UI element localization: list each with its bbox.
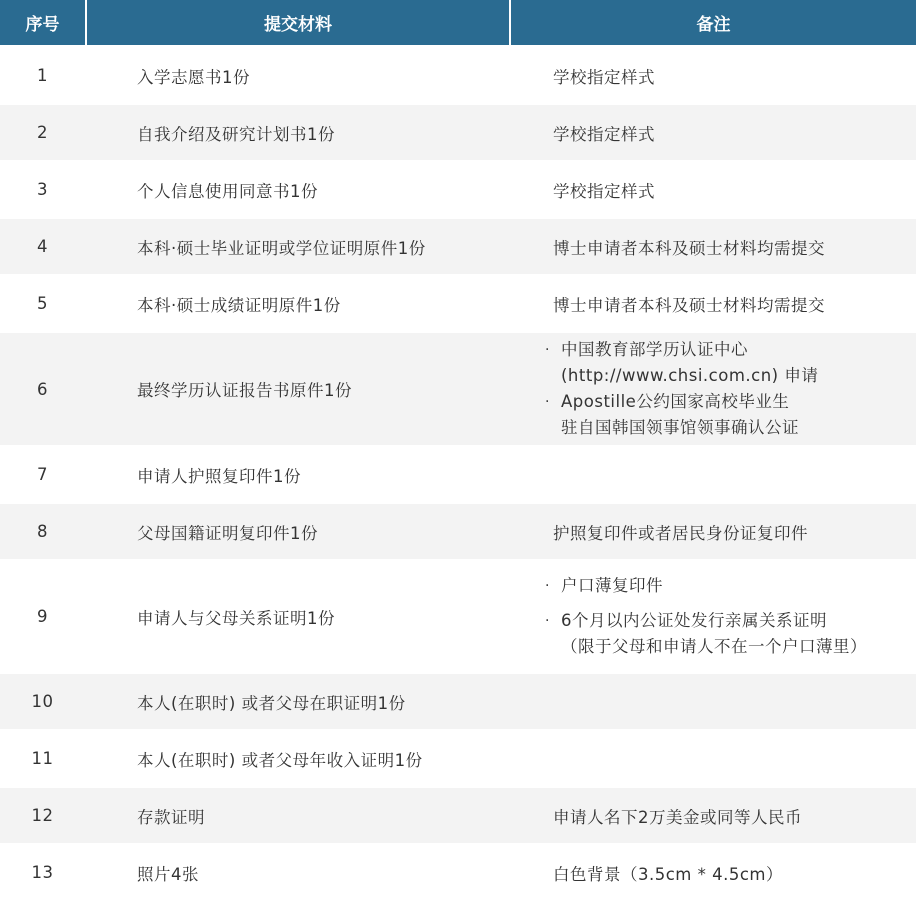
row-material: 申请人护照复印件1份 (85, 447, 509, 504)
row-number: 6 (0, 333, 85, 447)
header-note: 备注 (509, 0, 916, 48)
row-number: 7 (0, 447, 85, 504)
row-number: 2 (0, 105, 85, 162)
row-number: 13 (0, 845, 85, 902)
row-number: 3 (0, 162, 85, 219)
row-number: 10 (0, 674, 85, 731)
row-note (509, 561, 916, 674)
note-line: 6个月以内公证处发行亲属关系证明 (561, 611, 827, 630)
row-note: 护照复印件或者居民身份证复印件 (509, 504, 916, 561)
row-note (509, 731, 916, 788)
row-material: 入学志愿书1份 (85, 48, 509, 105)
note-bullet-item (545, 608, 916, 660)
table-row (0, 731, 916, 788)
table-row (0, 447, 916, 504)
row-material: 最终学历认证报告书原件1份 (85, 333, 509, 447)
note-line: 驻自国韩国领事馆领事确认公证 (561, 418, 799, 437)
bullet-dot: · (545, 394, 550, 410)
note-line: 户口薄复印件 (561, 576, 663, 595)
row-number: 12 (0, 788, 85, 845)
note-bullet-item (545, 337, 916, 389)
row-note: 白色背景（3.5cm * 4.5cm） (509, 845, 916, 902)
header-row (0, 0, 916, 48)
row-material: 本人(在职时) 或者父母在职证明1份 (85, 674, 509, 731)
note-bullet-list (545, 573, 916, 660)
bullet-dot: · (545, 578, 550, 594)
table-row (0, 788, 916, 845)
note-line: 中国教育部学历认证中心 (561, 340, 748, 359)
row-note: 学校指定样式 (509, 48, 916, 105)
row-material: 自我介绍及研究计划书1份 (85, 105, 509, 162)
table-row (0, 561, 916, 674)
bullet-dot: · (545, 613, 550, 629)
bullet-dot: · (545, 342, 550, 358)
row-material: 本科·硕士毕业证明或学位证明原件1份 (85, 219, 509, 276)
table-row (0, 48, 916, 105)
table-row (0, 333, 916, 447)
table-row (0, 504, 916, 561)
row-number: 9 (0, 561, 85, 674)
row-note (509, 674, 916, 731)
row-material: 申请人与父母关系证明1份 (85, 561, 509, 674)
table-row (0, 845, 916, 902)
table-header (0, 0, 916, 48)
row-note: 博士申请者本科及硕士材料均需提交 (509, 219, 916, 276)
note-line: Apostille公约国家高校毕业生 (561, 392, 790, 411)
row-material: 本人(在职时) 或者父母年收入证明1份 (85, 731, 509, 788)
header-no: 序号 (0, 0, 85, 48)
table-row (0, 674, 916, 731)
row-note (509, 333, 916, 447)
note-bullet-item (545, 389, 916, 441)
table-row (0, 219, 916, 276)
row-number: 8 (0, 504, 85, 561)
row-number: 11 (0, 731, 85, 788)
row-material: 存款证明 (85, 788, 509, 845)
row-number: 1 (0, 48, 85, 105)
row-number: 5 (0, 276, 85, 333)
row-material: 本科·硕士成绩证明原件1份 (85, 276, 509, 333)
row-material: 照片4张 (85, 845, 509, 902)
note-bullet-list (545, 337, 916, 441)
row-note: 学校指定样式 (509, 105, 916, 162)
row-material: 父母国籍证明复印件1份 (85, 504, 509, 561)
table-row (0, 276, 916, 333)
note-line: (http://www.chsi.com.cn) 申请 (561, 366, 819, 385)
table-row (0, 162, 916, 219)
row-note (509, 447, 916, 504)
row-note: 申请人名下2万美金或同等人民币 (509, 788, 916, 845)
row-note: 学校指定样式 (509, 162, 916, 219)
header-material: 提交材料 (85, 0, 509, 48)
row-note: 博士申请者本科及硕士材料均需提交 (509, 276, 916, 333)
table-row (0, 105, 916, 162)
row-material: 个人信息使用同意书1份 (85, 162, 509, 219)
row-number: 4 (0, 219, 85, 276)
note-bullet-item (545, 573, 916, 599)
note-line: （限于父母和申请人不在一个户口薄里） (561, 637, 867, 656)
table-body (0, 48, 916, 902)
